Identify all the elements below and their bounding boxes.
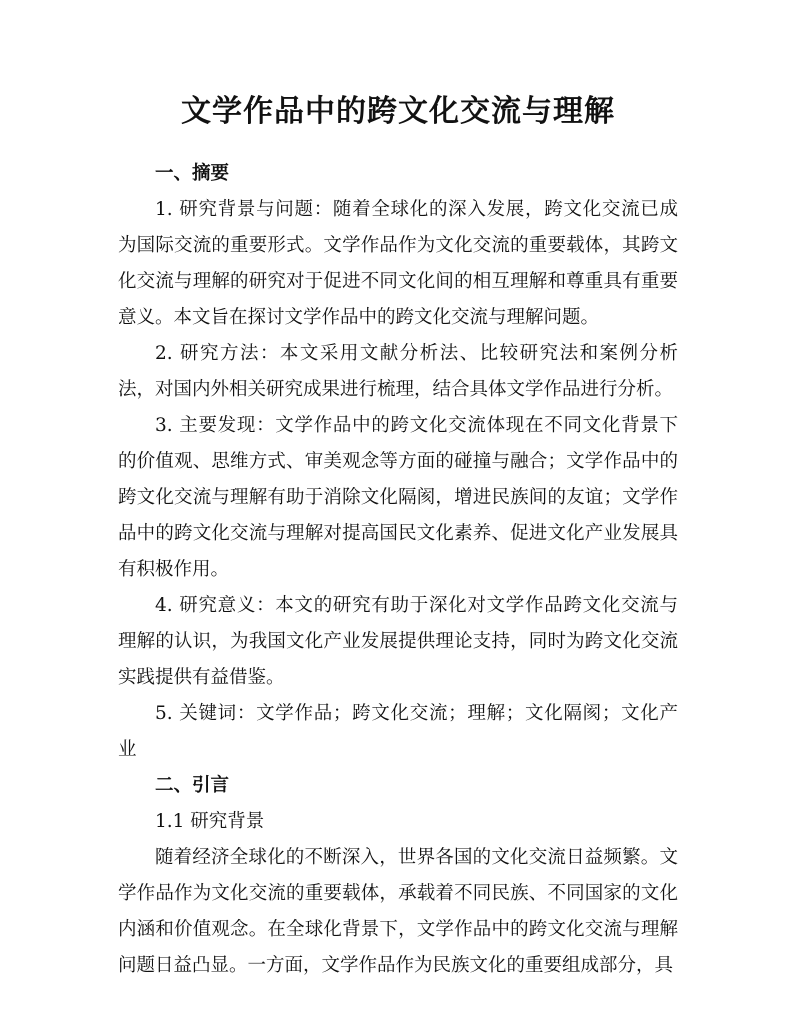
subsection-heading: 1.1 研究背景 bbox=[155, 811, 265, 832]
introduction-heading: 二、引言 bbox=[155, 775, 230, 796]
abstract-item-significance: 4. 研究意义：本文的研究有助于深化对文学作品跨文化交流与理解的认识，为我国文化产业发展提供理论支持，同时为跨文化交流实践提供有益借鉴。 bbox=[118, 595, 678, 688]
abstract-heading: 一、摘要 bbox=[155, 163, 230, 184]
intro-paragraph: 随着经济全球化的不断深入，世界各国的文化交流日益频繁。文学作品作为文化交流的重要载体，承载着不同民族、不同国家的文化内涵和价值观念。在全球化背景下，文学作品中的跨文化交流与理解问题日益凸显。一方面，文学作品作为民族文化的重要组成部分，具 bbox=[118, 847, 678, 976]
abstract-item-findings: 3. 主要发现：文学作品中的跨文化交流体现在不同文化背景下的价值观、思维方式、审美观念等方面的碰撞与融合；文学作品中的跨文化交流与理解有助于消除文化隔阂，增进民族间的友谊；文学作品中的跨文化交流与理解对提高国民文化素养、促进文化产业发展具有积极作用。 bbox=[118, 415, 678, 580]
document-title: 文学作品中的跨文化交流与理解 bbox=[181, 94, 615, 129]
abstract-item-keywords: 5. 关键词：文学作品；跨文化交流；理解；文化隔阂；文化产业 bbox=[118, 703, 678, 760]
abstract-item-methods: 2. 研究方法：本文采用文献分析法、比较研究法和案例分析法，对国内外相关研究成果进行梳理，结合具体文学作品进行分析。 bbox=[118, 343, 678, 400]
abstract-item-background: 1. 研究背景与问题：随着全球化的深入发展，跨文化交流已成为国际交流的重要形式。文学作品作为文化交流的重要载体，其跨文化交流与理解的研究对于促进不同文化间的相互理解和尊重具有重要意义。本文旨在探讨文学作品中的跨文化交流与理解问题。 bbox=[118, 199, 678, 328]
